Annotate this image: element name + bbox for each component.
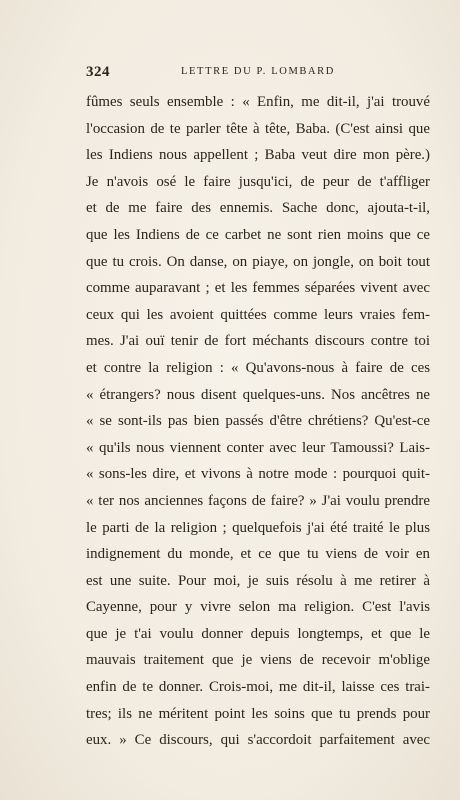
text-line: eux. » Ce discours, qui s'accordoit parfaitement avec <box>86 732 430 749</box>
text-line: Je n'avois osé le faire jusqu'ici, de peur de t'affliger <box>86 173 430 190</box>
text-line: tres; ils ne méritent point les soins que tu prends pour <box>86 705 430 722</box>
text-line: est une suite. Pour moi, je suis résolu à me retirer à <box>86 572 430 589</box>
body-text <box>86 89 430 754</box>
text-line: « ter nos anciennes façons de faire? » J'ai voulu prendre <box>86 492 430 509</box>
text-line: mauvais traitement que je viens de recevoir m'oblige <box>86 652 430 669</box>
text-line: fûmes seuls ensemble : « Enfin, me dit-il, j'ai trouvé <box>86 94 430 110</box>
text-line: que je t'ai voulu donner depuis longtemps, et que le <box>86 625 430 642</box>
page-number: 324 <box>86 64 110 80</box>
text-line: que les Indiens de ce carbet ne sont rien moins que ce <box>86 226 430 243</box>
page-header <box>86 64 430 84</box>
text-line: et de me faire des ennemis. Sache donc, ajouta-t-il, <box>86 200 430 217</box>
text-line: « étrangers? nous disent quelques-uns. Nos ancêtres ne <box>86 386 430 403</box>
text-line: l'occasion de te parler tête à tête, Baba. (C'est ainsi que <box>86 120 430 137</box>
text-line: « sons-les dire, et vivons à notre mode : pourquoi quit- <box>86 466 430 483</box>
text-line: enfin de te donner. Crois-moi, me dit-il, laisse ces trai- <box>86 679 430 696</box>
text-line: comme auparavant ; et les femmes séparées vivent avec <box>86 280 430 297</box>
text-line: Cayenne, pour y vivre selon ma religion. C'est l'avis <box>86 599 430 616</box>
text-line: indignement du monde, et ce que tu viens de voir en <box>86 546 430 563</box>
text-line: « qu'ils nous viennent conter avec leur Tamoussi? Lais- <box>86 439 430 456</box>
text-line: « se sont-ils pas bien passés d'être chrétiens? Qu'est-ce <box>86 413 430 430</box>
text-line: mes. J'ai ouï tenir de fort méchants discours contre toi <box>86 333 430 350</box>
text-line: que tu crois. On danse, on piaye, on jongle, on boit tout <box>86 253 430 270</box>
text-line: le parti de la religion ; quelquefois j'ai été traité le plus <box>86 519 430 536</box>
text-line: les Indiens nous appellent ; Baba veut dire mon père.) <box>86 147 430 164</box>
text-line: ceux qui les avoient quittées comme leurs vraies fem- <box>86 306 430 323</box>
text-line: et contre la religion : « Qu'avons-nous à faire de ces <box>86 359 430 376</box>
running-head: LETTRE DU P. LOMBARD <box>181 66 335 77</box>
